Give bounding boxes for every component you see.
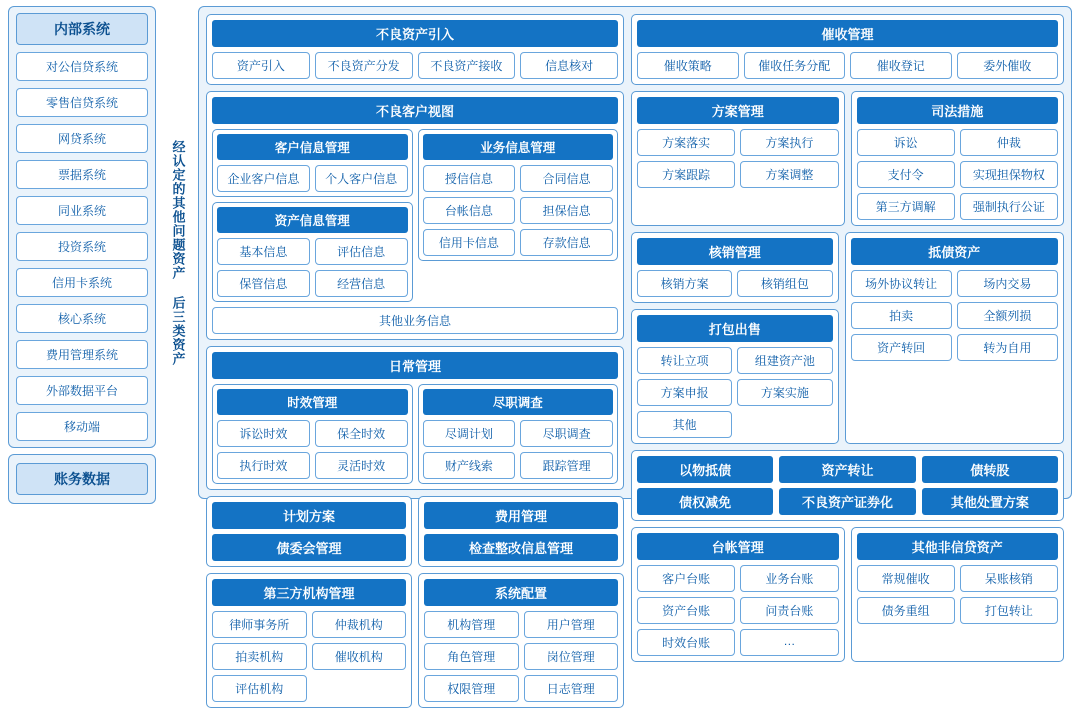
inspection-rectification-title: 检查整改信息管理	[424, 534, 618, 561]
business-info-title: 业务信息管理	[423, 134, 614, 160]
item-log-management[interactable]: 日志管理	[524, 675, 619, 702]
writeoff-pledge-row	[631, 232, 1064, 444]
item-contract-info[interactable]: 合同信息	[520, 165, 613, 192]
daily-management-block	[206, 346, 624, 490]
npa-intro-title: 不良资产引入	[212, 20, 618, 47]
item-user-management[interactable]: 用户管理	[524, 611, 619, 638]
item-litigation-limitation[interactable]: 诉讼时效	[217, 420, 310, 447]
limitation-items	[217, 420, 408, 479]
npa-customer-view-title: 不良客户视图	[212, 97, 618, 124]
item-transfer-initiation[interactable]: 转让立项	[637, 347, 732, 374]
due-diligence-items	[423, 420, 614, 479]
third-party-title: 第三方机构管理	[212, 579, 406, 606]
fee-management-stack	[424, 502, 618, 561]
item-credit-grant-info[interactable]: 授信信息	[423, 165, 516, 192]
customer-view-col2	[418, 129, 619, 302]
item-outsourced-collection[interactable]: 委外催收	[957, 52, 1059, 79]
disposal-banner-row-2	[637, 488, 1058, 515]
other-noncredit-block	[851, 527, 1065, 662]
third-party-block	[206, 573, 412, 708]
item-realize-security-right[interactable]: 实现担保物权	[960, 161, 1058, 188]
item-package-other[interactable]: 其他	[637, 411, 732, 438]
item-writeoff-package[interactable]: 核销组包	[737, 270, 832, 297]
banner-debt-to-equity[interactable]: 债转股	[922, 456, 1058, 483]
ledger-management-block	[631, 527, 845, 662]
npa-intro-block	[206, 14, 624, 85]
item-exchange-trade[interactable]: 场内交易	[957, 270, 1058, 297]
banner-debt-reduction[interactable]: 债权减免	[637, 488, 773, 515]
item-collection-task-assign[interactable]: 催收任务分配	[744, 52, 846, 79]
sidebar-item-investment[interactable]: 投资系统	[16, 232, 148, 261]
internal-systems-title: 内部系统	[16, 13, 148, 45]
package-sale-title: 打包出售	[637, 315, 833, 342]
item-debt-restructuring[interactable]: 债务重组	[857, 597, 955, 624]
limitation-title: 时效管理	[217, 389, 408, 415]
daily-col2	[418, 384, 619, 484]
daily-management-title: 日常管理	[212, 352, 618, 379]
other-noncredit-title: 其他非信贷资产	[857, 533, 1059, 560]
platform-container	[198, 6, 1072, 696]
item-third-party-mediation[interactable]: 第三方调解	[857, 193, 955, 220]
accounting-data-title: 账务数据	[16, 463, 148, 495]
item-auction-org[interactable]: 拍卖机构	[212, 643, 307, 670]
asset-info-items	[217, 238, 408, 297]
item-asset-ledger[interactable]: 资产台账	[637, 597, 735, 624]
collection-items	[637, 52, 1058, 79]
item-collection-strategy[interactable]: 催收策略	[637, 52, 739, 79]
npa-customer-view-block	[206, 91, 624, 340]
item-valuation-org[interactable]: 评估机构	[212, 675, 307, 702]
item-operation-info[interactable]: 经营信息	[315, 270, 408, 297]
judicial-measures-block	[851, 91, 1065, 226]
sidebar-item-mobile[interactable]: 移动端	[16, 412, 148, 441]
item-arbitration[interactable]: 仲裁	[960, 129, 1058, 156]
item-business-ledger[interactable]: 业务台账	[740, 565, 838, 592]
sidebar-item-online-loan[interactable]: 网贷系统	[16, 124, 148, 153]
other-noncredit-items	[857, 565, 1059, 624]
customer-view-columns	[212, 129, 618, 302]
sidebar-item-external-data[interactable]: 外部数据平台	[16, 376, 148, 405]
item-enforcement-notarization[interactable]: 强制执行公证	[960, 193, 1058, 220]
ledger-management-title: 台帐管理	[637, 533, 839, 560]
ledger-other-row	[631, 527, 1064, 662]
item-credit-card-info[interactable]: 信用卡信息	[423, 229, 516, 256]
scheme-management-title: 方案管理	[637, 97, 839, 124]
ledger-items	[637, 565, 839, 656]
item-role-management[interactable]: 角色管理	[424, 643, 519, 670]
item-info-check[interactable]: 信息核对	[520, 52, 618, 79]
item-enterprise-customer[interactable]: 企业客户信息	[217, 165, 310, 192]
item-basic-info[interactable]: 基本信息	[217, 238, 310, 265]
package-sale-items	[637, 347, 833, 438]
item-valuation-info[interactable]: 评估信息	[315, 238, 408, 265]
due-diligence-title: 尽职调查	[423, 389, 614, 415]
scheme-management-block	[631, 91, 845, 226]
collection-management-title: 催收管理	[637, 20, 1058, 47]
sidebar-item-corporate-credit[interactable]: 对公信贷系统	[16, 52, 148, 81]
item-dd-investigation[interactable]: 尽职调查	[520, 420, 613, 447]
system-config-title: 系统配置	[424, 579, 618, 606]
item-package-transfer[interactable]: 打包转让	[960, 597, 1058, 624]
customer-view-col1	[212, 129, 413, 302]
system-config-items	[424, 611, 618, 702]
item-scheme-declaration[interactable]: 方案申报	[637, 379, 732, 406]
plan-scheme-stack	[212, 502, 406, 561]
item-accountability-ledger[interactable]: 问责台账	[740, 597, 838, 624]
item-scheme-execution[interactable]: 方案执行	[740, 129, 838, 156]
customer-info-items	[217, 165, 408, 192]
accounting-data-panel	[8, 454, 156, 504]
banner-debt-in-kind[interactable]: 以物抵债	[637, 456, 773, 483]
disposal-banner-row-1	[637, 456, 1058, 483]
item-law-firm[interactable]: 律师事务所	[212, 611, 307, 638]
item-asset-receive[interactable]: 不良资产接收	[418, 52, 516, 79]
customer-info-title: 客户信息管理	[217, 134, 408, 160]
sidebar-item-interbank[interactable]: 同业系统	[16, 196, 148, 225]
daily-columns	[212, 384, 618, 484]
plan-scheme-block	[206, 496, 412, 567]
item-writeoff-scheme[interactable]: 核销方案	[637, 270, 732, 297]
limitation-group	[212, 384, 413, 484]
sidebar-item-core[interactable]: 核心系统	[16, 304, 148, 333]
plan-scheme-title: 计划方案	[212, 502, 406, 529]
disposal-banners-block	[631, 450, 1064, 521]
item-execution-limitation[interactable]: 执行时效	[217, 452, 310, 479]
item-permission-management[interactable]: 权限管理	[424, 675, 519, 702]
writeoff-package-col	[631, 232, 839, 444]
scheme-judicial-row	[631, 91, 1064, 226]
item-guarantee-info[interactable]: 担保信息	[520, 197, 613, 224]
internal-systems-panel	[8, 6, 156, 448]
writeoff-items	[637, 270, 833, 297]
package-sale-block	[631, 309, 839, 444]
item-org-management[interactable]: 机构管理	[424, 611, 519, 638]
creditor-committee-title: 债委会管理	[212, 534, 406, 561]
item-asset-distribute[interactable]: 不良资产分发	[315, 52, 413, 79]
customer-info-group	[212, 129, 413, 197]
item-collection-org[interactable]: 催收机构	[312, 643, 407, 670]
item-payment-order[interactable]: 支付令	[857, 161, 955, 188]
item-scheme-adjustment[interactable]: 方案调整	[740, 161, 838, 188]
item-build-asset-pool[interactable]: 组建资产池	[737, 347, 832, 374]
item-scheme-implementation[interactable]: 方案落实	[637, 129, 735, 156]
third-party-items	[212, 611, 406, 702]
business-info-items	[423, 165, 614, 256]
npa-intro-items	[212, 52, 618, 79]
item-convert-own-use[interactable]: 转为自用	[957, 334, 1058, 361]
fee-management-title: 费用管理	[424, 502, 618, 529]
banner-other-disposal[interactable]: 其他处置方案	[922, 488, 1058, 515]
item-bad-debt-writeoff[interactable]: 呆账核销	[960, 565, 1058, 592]
fee-management-block	[418, 496, 624, 567]
judicial-measures-title: 司法措施	[857, 97, 1059, 124]
third-party-system-row	[206, 573, 624, 708]
item-post-management[interactable]: 岗位管理	[524, 643, 619, 670]
asset-info-group	[212, 202, 413, 302]
item-tracking-management[interactable]: 跟踪管理	[520, 452, 613, 479]
sidebar-item-credit-card[interactable]: 信用卡系统	[16, 268, 148, 297]
vertical-label-strip	[164, 6, 190, 499]
writeoff-management-title: 核销管理	[637, 238, 833, 265]
scheme-items	[637, 129, 839, 188]
item-flexible-limitation[interactable]: 灵活时效	[315, 452, 408, 479]
item-dd-plan[interactable]: 尽调计划	[423, 420, 516, 447]
item-litigation[interactable]: 诉讼	[857, 129, 955, 156]
pledged-asset-title: 抵债资产	[851, 238, 1059, 265]
item-deposit-info[interactable]: 存款信息	[520, 229, 613, 256]
banner-npa-securitization[interactable]: 不良资产证券化	[779, 488, 915, 515]
item-custody-info[interactable]: 保管信息	[217, 270, 310, 297]
item-otc-agreement-transfer[interactable]: 场外协议转让	[851, 270, 952, 297]
item-ledger-more[interactable]: …	[740, 629, 838, 656]
item-preservation-limitation[interactable]: 保全时效	[315, 420, 408, 447]
vertical-label: 经认定的其他问题资产 后三类资产	[170, 139, 186, 366]
pledged-asset-items	[851, 270, 1059, 361]
due-diligence-group	[418, 384, 619, 484]
sidebar-item-bill[interactable]: 票据系统	[16, 160, 148, 189]
item-customer-ledger[interactable]: 客户台账	[637, 565, 735, 592]
item-auction[interactable]: 拍卖	[851, 302, 952, 329]
sidebar-item-retail-credit[interactable]: 零售信贷系统	[16, 88, 148, 117]
daily-col1	[212, 384, 413, 484]
item-collection-registration[interactable]: 催收登记	[850, 52, 952, 79]
item-other-business-info[interactable]: 其他业务信息	[212, 307, 618, 334]
system-config-block	[418, 573, 624, 708]
collection-management-block	[631, 14, 1064, 85]
item-asset-import[interactable]: 资产引入	[212, 52, 310, 79]
judicial-items	[857, 129, 1059, 220]
item-scheme-implement[interactable]: 方案实施	[737, 379, 832, 406]
business-info-group	[418, 129, 619, 261]
asset-info-title: 资产信息管理	[217, 207, 408, 233]
sidebar-item-expense[interactable]: 费用管理系统	[16, 340, 148, 369]
item-asset-return[interactable]: 资产转回	[851, 334, 952, 361]
item-ledger-info[interactable]: 台帐信息	[423, 197, 516, 224]
column-right	[631, 14, 1064, 650]
pledged-asset-block	[845, 232, 1065, 444]
item-regular-collection[interactable]: 常规催收	[857, 565, 955, 592]
item-full-loss[interactable]: 全额列损	[957, 302, 1058, 329]
plan-fee-row	[206, 496, 624, 567]
banner-asset-transfer[interactable]: 资产转让	[779, 456, 915, 483]
item-arbitration-org[interactable]: 仲裁机构	[312, 611, 407, 638]
item-personal-customer[interactable]: 个人客户信息	[315, 165, 408, 192]
item-limitation-ledger[interactable]: 时效台账	[637, 629, 735, 656]
item-property-clue[interactable]: 财产线索	[423, 452, 516, 479]
item-scheme-tracking[interactable]: 方案跟踪	[637, 161, 735, 188]
writeoff-management-block	[631, 232, 839, 303]
column-left	[206, 14, 624, 696]
left-column	[8, 6, 156, 499]
